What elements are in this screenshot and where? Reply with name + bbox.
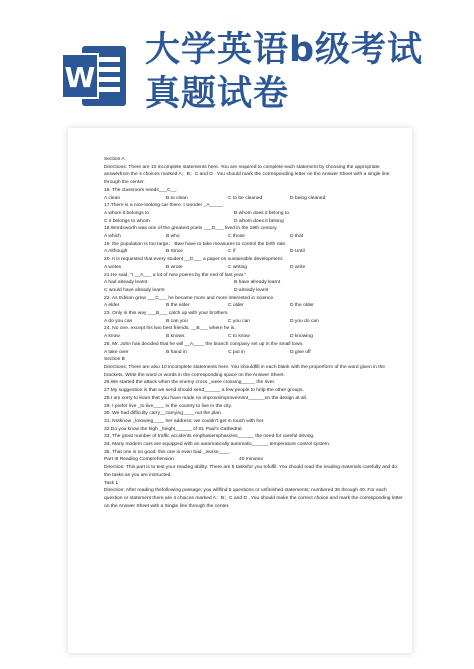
question-stem: 17.There is a nice-looking car there. I wonder _A_____. [104,203,225,209]
option-row [104,333,404,341]
option-row [104,302,404,310]
question-stem: 25. Mr. John has decided that he will __A____ the branch company set up in the small town. [104,341,304,347]
part-three-heading [104,456,404,464]
option-row [104,279,404,287]
option-row [104,349,404,357]
answer-option: B Since [166,249,183,255]
option-row [104,318,404,326]
answer-option: D give off [290,349,311,355]
answer-option: A had already learnt [104,280,148,286]
fill-in-item: 34. Many modern cars are equipped with an automatically automatic______ temperature control system. [104,442,331,448]
option-row [104,248,404,256]
section-b-directions: Directions: There are also 10 incomplete statements here. You shouldfill in each blank with the properform of the word given in the brackets. Write the word or words in the corresponding space on the Answer Sheet. [104,364,386,378]
answer-option: D knowing [290,334,313,340]
section-b-heading: Section B [104,357,125,363]
fill-in-item: 30. We had difficulty carry__carrying____ out the plan. [104,411,223,417]
answer-option: D being cleaned [290,195,326,201]
answer-option: C writing [228,264,248,270]
question-stem: 19. the population is too large； Bwe have to take measures to control the birth rate. [104,241,287,247]
answer-option: A Although [104,249,128,255]
answer-option: A which [104,234,121,240]
answer-option: A clean [104,195,121,201]
answer-option: B hand in [166,349,187,355]
question-stem: 21.He said, "I __A___ a lot of new poems by the end of last year." [104,272,247,278]
answer-option: B wrote [166,264,183,270]
question-stem: 22. As Edison grew ___C___ he became more and more interested in science. [104,295,275,301]
question-list [104,187,404,356]
answer-option: C put in [228,349,245,355]
word-document-icon [60,40,130,112]
fill-in-list [104,379,404,456]
answer-option: B knows [166,334,185,340]
task-one-directions: Direction: After reading thefollowing passage; you willfind 5 questions or unfinished statements; numbered 36 through 40. For each question or statement there are 4 choices marked A；B；C and D . You should make the correct choice and mark the corresponding letter on the Answer Sheet with a Single line through the center. [104,488,403,509]
word-letter: W [64,61,96,94]
task-one-heading: Task 1 [104,480,119,486]
answer-option: B who [166,234,180,240]
fill-in-item: 29. I prefer live _to live____ in the country to live in the city. [104,403,232,409]
answer-option: B to clean [166,195,188,201]
answer-option: C if [228,249,236,255]
option-row [104,233,404,241]
title-line-1: 大学英语b级考试 [145,30,424,70]
answer-option: D Until [290,249,305,255]
question-stem: 24. No one. except his two best friends. __B___ where he is. [104,326,236,332]
answer-option: A writes [104,264,122,270]
section-a-directions: Directions: There are 10 incomplete statements here. You are required to complete each statement by choosing the appropriate answerfrom the 4 choices marked A；B；C and D . You should mark the corresponding letter on the Answer Sheet with a single line through the center. [104,164,390,186]
answer-option: D the older [290,303,314,309]
answer-option: B the elder [166,303,190,309]
fill-in-item: 31. Notknow _knowing____ her address; we couldn't get in touch with her. [104,418,265,424]
fill-in-item: 32.Do you know the high _height______ of St. Paul's Cathedral. [104,426,243,432]
answer-option: B whom does it belong to [234,210,289,216]
title-line-2: 真题试卷 [145,74,290,114]
part-three-directions: Direction: This part is to test your reading ability. There are 5 tasksfor you tofulfil. You should read the reading materials carefully and do the tasks as you are instructed. [104,465,398,478]
answer-option: C to know [228,334,250,340]
answer-option: B have already learnt [234,280,281,286]
question-stem: 20. It is requested that every student __D___ a paper on sustainable development. [104,257,284,263]
option-row [104,218,404,226]
answer-option: C would have already learnt [104,287,165,293]
answer-option: D that [290,234,304,240]
answer-option: A do you can [104,318,133,324]
option-row [104,210,404,218]
question-stem: 18.Wordsworth was one of the greatest poets ___D___ lived in the 19th century. [104,226,278,232]
option-row [104,195,404,203]
fill-in-item: 27.My suggestion is that we send should send______ a few people to help the other groups. [104,388,304,394]
fill-in-item: 33. The great number of traffic accidents emphasiemphasizes______ the need for careful driving. [104,434,315,440]
answer-option: A whom it belongs to [104,210,150,216]
section-a-heading: Section A [104,157,125,162]
answer-option: A elder [104,303,120,309]
answer-option: A take over [104,349,129,355]
answer-option: D already learnt [234,287,269,293]
answer-option: C those [228,234,245,240]
page-title [145,28,423,116]
answer-option: A know [104,334,120,340]
answer-option: C older [228,303,244,309]
answer-option: D whom does it belong [234,218,284,224]
answer-option: B can you [166,318,188,324]
option-row [104,287,404,295]
answer-option: D write [290,264,306,270]
answer-option: C you can [228,318,251,324]
question-stem: 16. The classroom needs___C__. [104,187,178,193]
answer-option: C to be cleaned [228,195,263,201]
banner [0,0,474,130]
answer-option: D you do can [290,318,319,324]
part-three-time: 40 minutes [239,457,263,463]
fill-in-item: 28.I am sorry to learn that you have made no improveimprovement______on the design at all. [104,395,308,401]
part-three-label: Part III Reading Comprehension [104,457,174,463]
option-row [104,264,404,272]
fill-in-item: 35. That one is no good; this one is even bad _worse____. [104,449,231,455]
question-stem: 23. Only in this way ___B___ catch up with your brothers. [104,311,229,317]
fill-in-item: 26.We started the attack when the enemy cross _were crossing_____ the river. [104,380,276,386]
document-page [68,128,412,653]
document-body [104,156,404,510]
answer-option: C it belongs to whom [104,218,150,224]
